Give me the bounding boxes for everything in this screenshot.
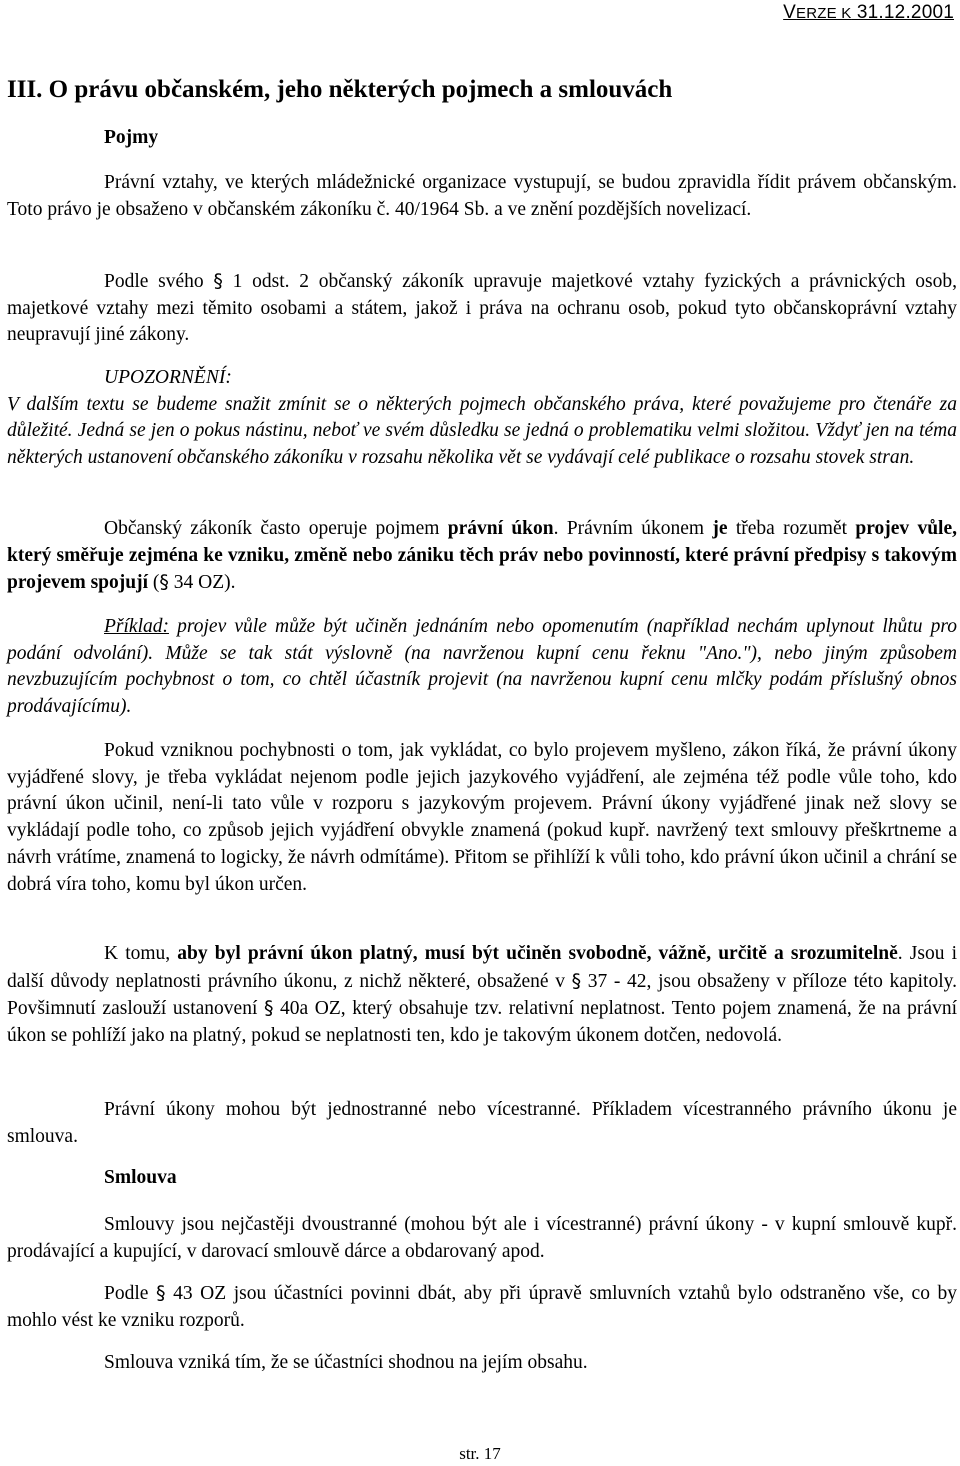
heading-pojmy: Pojmy [104,127,159,148]
paragraph-pravni-ukon: Občanský zákoník často operuje pojmem právní úkon. Právním úkonem je třeba rozumět projev vůle, který směřuje zejména ke vzniku, změně nebo zániku těch práv nebo povinností, které právní předpisy s takovým projevem spojují (§ 34 OZ). [7,518,958,594]
warning-label: UPOZORNĚNÍ: [104,367,232,388]
section-sign: § [263,997,274,1020]
version-header: VERZE K 31.12.2001 [783,2,954,23]
warning-note: UPOZORNĚNÍ: V dalším textu se budeme snažit zmínit se o některých pojmech občanského práva, které považujeme pro čtenáře za důležité. Jedná se jen o pokus nástinu, neboť ve svém důsledku se jedná o problematiku velmi složitou. Vždyť jen na téma některých ustanovení občanského zákoníku v rozsahu několika vět se vydávají celé publikace o rozsahu stovek stran. [7,367,957,469]
heading-smlouva: Smlouva [104,1167,177,1188]
paragraph-jednostranne: Právní úkony mohou být jednostranné nebo vícestranné. Příkladem vícestranného právního úkonu je smlouva. [7,1099,957,1147]
section-sign: § [213,270,223,292]
example-label: Příklad: [104,616,169,637]
page-number: str. 17 [459,1444,501,1463]
paragraph-2: Podle svého § 1 odst. 2 občanský zákoník upravuje majetkové vztahy fyzických a právnických osob, majetkové vztahy mezi těmito osobami a státem, jakož i práva na ochranu osob, pokud tyto občanskoprávní vztahy neupravují jiné zákony. [7,270,957,346]
paragraph-interpretation: Pokud vzniknou pochybnosti o tom, jak vykládat, co bylo projevem myšleno, zákon říká, že právní úkony vyjádřené slovy, je třeba vykládat nejenom podle jejich jazykového vyjádření, ale zejména též podle vůle toho, kdo právní úkon učinil, není-li tato vůle v rozporu s jazykovým projevem. Právní úkony vyjádřené jinak než slovy se vykládají podle toho, co způsob jejich vyjádření obvykle znamená (pokud kupř. navržený text smlouvy přeškrtneme a návrh vrátíme, znamená to logicky, že návrh odmítáme). Přitom se přihlíží k vůli toho, kdo právní úkon učinil a chrání se dobrá víra toho, komu byl úkon určen. [7,740,957,895]
paragraph-43: Podle § 43 OZ jsou účastníci povinni dbát, aby při úpravě smluvních vztahů bylo odstraněno vše, co by mohlo vést ke vzniku rozporů. [7,1282,958,1331]
paragraph-validity: K tomu, aby byl právní úkon platný, musí být učiněn svobodně, vážně, určitě a srozumitelně. Jsou i další důvody neplatnosti právního úkonu, z nichž některé, obsažené v § 37 - 42, jsou obsaženy v příloze této kapitoly. Povšimnutí zaslouží ustanovení § 40a OZ, který obsahuje tzv. relativní neplatnost. Tento pojem znamená, že na právní úkon se pohlíží jako na platný, pokud se neplatnosti ten, kdo je takovým úkonem dotčen, nedovolá. [7,943,958,1047]
paragraph-1: Právní vztahy, ve kterých mládežnické organizace vystupují, se budou zpravidla řídit právem občanským. Toto právo je obsaženo v občanském zákoníku č. 40/1964 Sb. a ve znění pozdějších novelizací. [7,172,957,220]
paragraph-smlouvy: Smlouvy jsou nejčastěji dvoustranné (mohou být ale i vícestranné) právní úkony - v kupní smlouvě kupř. prodávající a kupující, v darovací smlouvě dárce a obdarovaný apod. [7,1214,957,1262]
example-paragraph: Příklad: projev vůle může být učiněn jednáním nebo opomenutím (například nechám uplynout lhůtu pro podání odvolání). Může se tak stát výslovně (na navrženou kupní cenu řeknu "Ano."), nebo jiným způsobem nevzbuzujícím pochybnost o tom, co chtěl účastník projevit (na navrženou kupní cenu mlčky podám příslušný obnos prodávajícímu). [7,616,957,718]
paragraph-vznik: Smlouva vzniká tím, že se účastníci shodnou na jejím obsahu. [104,1352,588,1373]
section-sign: § [159,571,169,594]
chapter-title: III. O právu občanském, jeho některých pojmech a smlouvách [7,76,673,103]
section-sign: § [571,969,582,992]
section-sign: § [156,1282,166,1304]
